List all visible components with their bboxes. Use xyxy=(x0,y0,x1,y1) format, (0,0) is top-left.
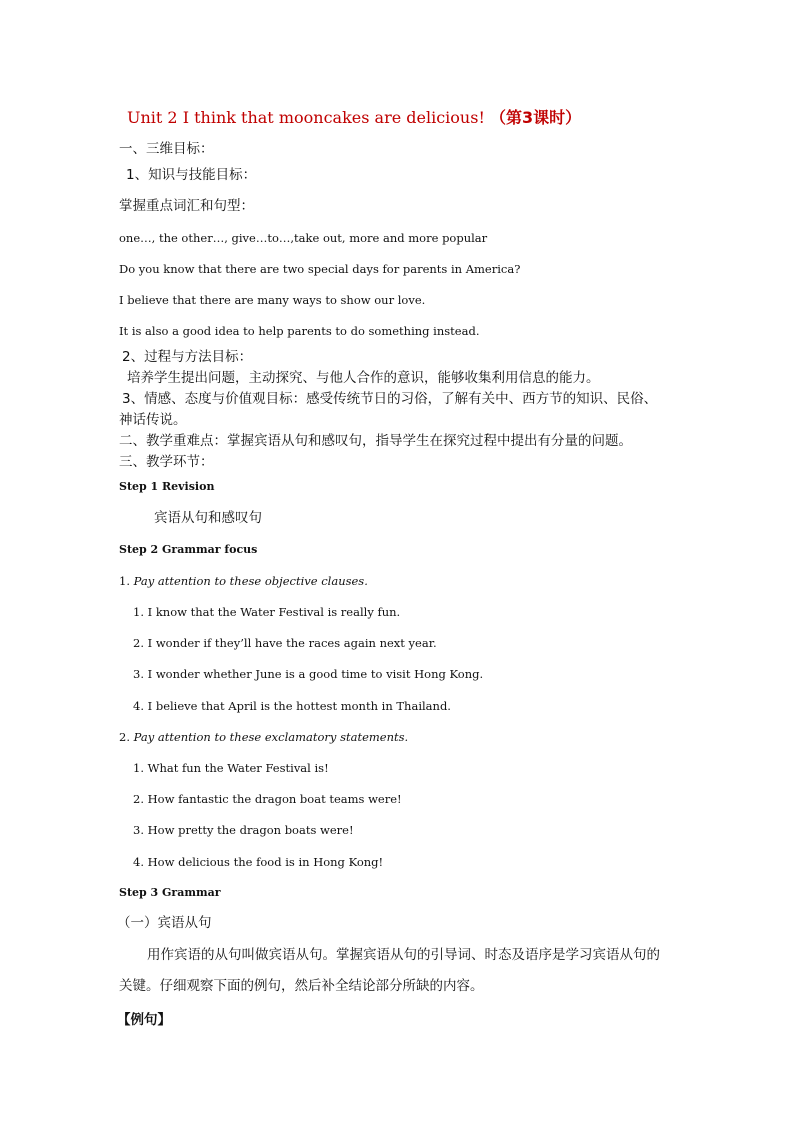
list-item: 3. How pretty the dragon boats were! xyxy=(133,823,354,837)
list-item: 3. I wonder whether June is a good time to visit Hong Kong. xyxy=(133,667,484,681)
section-heading-key-points: 二、教学重难点：掌握宾语从句和感叹句，指导学生在探究过程中提出有分量的问题。 xyxy=(119,433,632,449)
paragraph-line-1: 用作宾语的从句叫做宾语从句。掌握宾语从句的引导词、时态及语序是学习宾语从句的 xyxy=(147,947,660,963)
title-english: Unit 2 I think that mooncakes are delicious! xyxy=(127,108,490,127)
key-sentence-1: Do you know that there are two special days for parents in America? xyxy=(119,262,521,276)
list-item: 1. What fun the Water Festival is! xyxy=(133,761,329,775)
title-lesson-number: （第3课时） xyxy=(489,108,582,127)
list-item: 1. I know that the Water Festival is really fun. xyxy=(133,605,401,619)
subheading-knowledge-skills: 1、知识与技能目标： xyxy=(126,167,257,183)
lesson-title xyxy=(127,107,581,129)
group-2-instruction: Pay attention to these exclamatory statements. xyxy=(133,730,409,744)
key-phrases: one…, the other…, give…to…,take out, more and more popular xyxy=(119,231,488,245)
section-heading-objectives: 一、三维目标： xyxy=(119,141,214,157)
subheading-process-methods: 2、过程与方法目标： xyxy=(122,349,253,365)
list-item: 2. How fantastic the dragon boat teams were! xyxy=(133,792,402,806)
grammar-group-2-heading xyxy=(119,728,408,746)
list-item: 2. I wonder if they’ll have the races again next year. xyxy=(133,636,437,650)
step-1-heading: Step 1 Revision xyxy=(119,480,215,493)
group-2-number: 2. xyxy=(119,730,134,744)
group-1-number: 1. xyxy=(119,574,134,588)
key-sentence-3: It is also a good idea to help parents to do something instead. xyxy=(119,324,480,338)
group-1-instruction: Pay attention to these objective clauses. xyxy=(133,574,368,588)
grammar-group-1-heading xyxy=(119,572,368,590)
paragraph-line-2: 关键。仔细观察下面的例句，然后补全结论部分所缺的内容。 xyxy=(119,978,484,994)
process-methods-body: 培养学生提出问题，主动探究、与他人合作的意识，能够收集利用信息的能力。 xyxy=(127,370,600,386)
key-sentence-2: I believe that there are many ways to show our love. xyxy=(119,293,426,307)
section-heading-teaching-steps: 三、教学环节： xyxy=(119,454,214,470)
list-item: 4. How delicious the food is in Hong Kong! xyxy=(133,855,384,869)
step-2-heading: Step 2 Grammar focus xyxy=(119,543,258,556)
step-3-heading: Step 3 Grammar xyxy=(119,886,221,899)
key-vocab-label: 掌握重点词汇和句型： xyxy=(119,198,254,214)
emotion-values-continued: 神话传说。 xyxy=(119,412,187,428)
subsection-object-clause: （一）宾语从句 xyxy=(117,915,212,931)
subheading-emotion-values: 3、情感、态度与价值观目标：感受传统节日的习俗，了解有关中、西方节的知识、民俗、 xyxy=(122,391,658,407)
list-item: 4. I believe that April is the hottest month in Thailand. xyxy=(133,699,451,713)
step-1-body: 宾语从句和感叹句 xyxy=(154,510,262,526)
example-label: 【例句】 xyxy=(117,1012,171,1028)
